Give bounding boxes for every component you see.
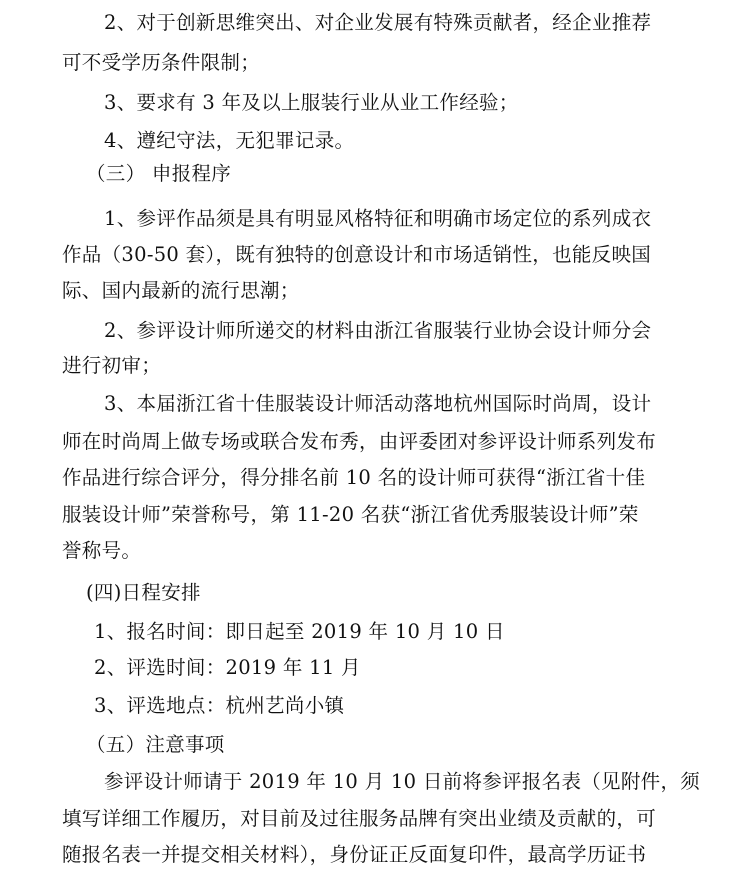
text-line: 2、对于创新思维突出、对企业发展有特殊贡献者，经企业推荐 — [104, 11, 652, 34]
section-heading: （三） 申报程序 — [86, 162, 232, 185]
section-heading: (四)日程安排 — [86, 581, 201, 604]
text-line: 进行初审； — [62, 354, 162, 377]
text-line: 可不受学历条件限制； — [62, 51, 261, 74]
text-line: 填写详细工作履历，对目前及过往服务品牌有突出业绩及贡献的，可 — [62, 807, 657, 830]
text-line: 际、国内最新的流行思潮； — [62, 279, 300, 302]
schedule-item: 2、评选时间：2019 年 11 月 — [94, 656, 361, 679]
text-line: 参评设计师请于 2019 年 10 月 10 日前将参评报名表（见附件，须 — [104, 770, 701, 793]
section-heading: （五）注意事项 — [86, 733, 225, 756]
text-line: 作品（30-50 套），既有独特的创意设计和市场适销性，也能反映国 — [62, 243, 652, 266]
text-line: 誉称号。 — [62, 539, 142, 562]
text-line: 随报名表一并提交相关材料），身份证正反面复印件，最高学历证书 — [62, 843, 647, 866]
text-line: 3、要求有 3 年及以上服装行业从业工作经验； — [104, 91, 519, 114]
text-line: 师在时尚周上做专场或联合发布秀，由评委团对参评设计师系列发布 — [62, 430, 657, 453]
text-line: 作品进行综合评分，得分排名前 10 名的设计师可获得“浙江省十佳 — [62, 466, 646, 489]
schedule-item: 1、报名时间：即日起至 2019 年 10 月 10 日 — [94, 620, 505, 643]
text-line: 2、参评设计师所递交的材料由浙江省服装行业协会设计师分会 — [104, 319, 652, 342]
text-line: 4、遵纪守法，无犯罪记录。 — [104, 129, 355, 152]
text-line: 3、本届浙江省十佳服装设计师活动落地杭州国际时尚周，设计 — [104, 392, 652, 415]
schedule-item: 3、评选地点：杭州艺尚小镇 — [94, 694, 345, 717]
text-line: 服装设计师”荣誉称号，第 11-20 名获“浙江省优秀服装设计师”荣 — [62, 503, 639, 526]
text-line: 1、参评作品须是具有明显风格特征和明确市场定位的系列成衣 — [104, 207, 652, 230]
